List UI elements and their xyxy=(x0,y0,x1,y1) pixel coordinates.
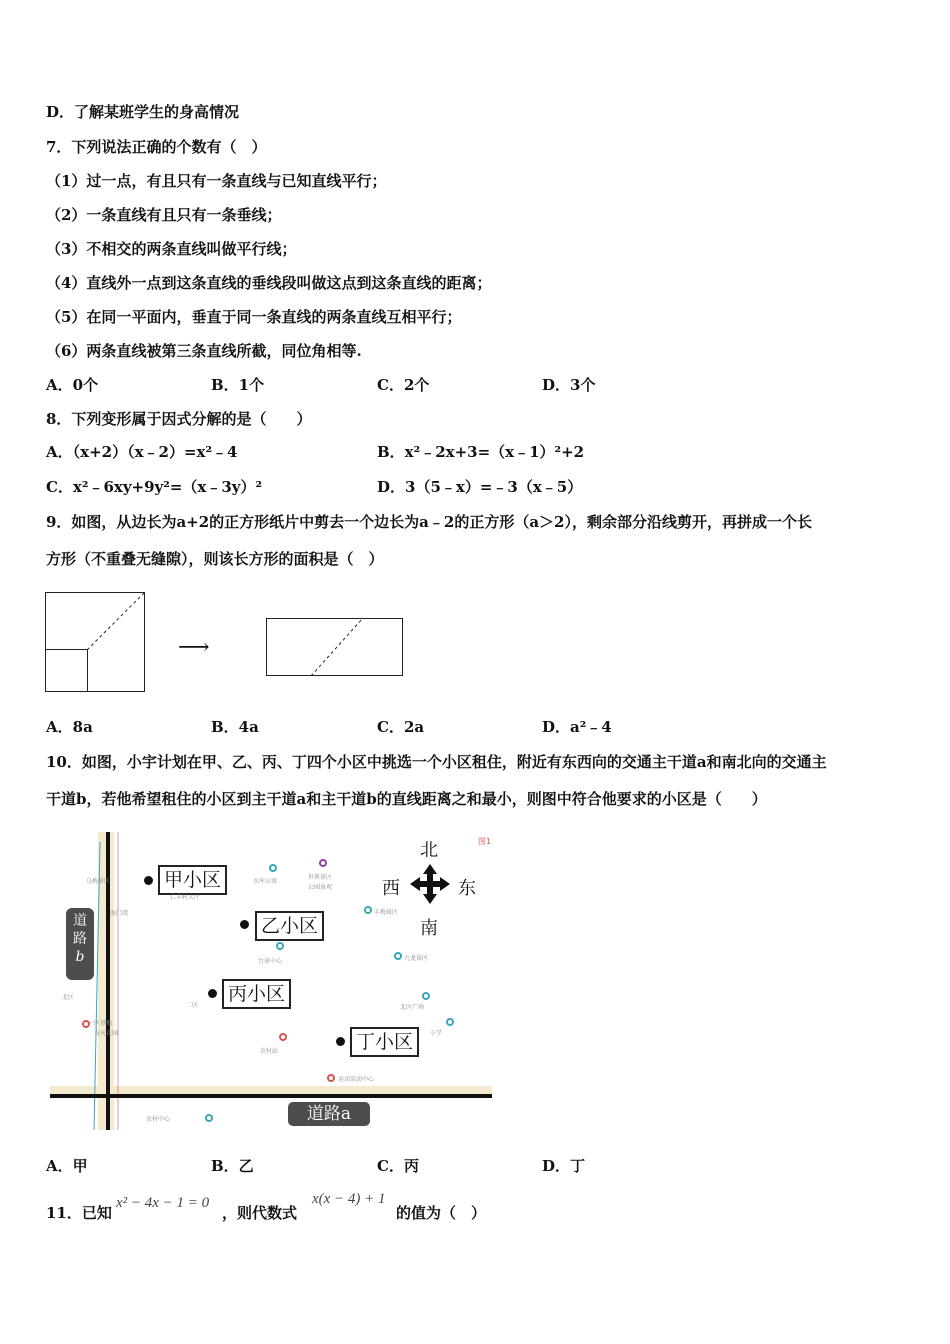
community-jia[interactable]: 甲小区 xyxy=(158,865,227,895)
poi-marker xyxy=(269,864,277,872)
compass-north: 北 xyxy=(420,840,438,861)
q8-stem: 8．下列变形属于因式分解的是（ ） xyxy=(46,410,312,428)
map-tiny-label: 世界景区 xyxy=(308,874,333,881)
q9-arrow: ⟶ xyxy=(178,635,210,660)
map-tiny-label: 小学 xyxy=(430,1030,443,1037)
poi-marker xyxy=(446,1018,454,1026)
map-figure-marker: 图1 xyxy=(478,837,492,846)
community-yi[interactable]: 乙小区 xyxy=(255,911,324,941)
q11-middle: ，则代数式 xyxy=(222,1204,298,1222)
community-bing[interactable]: 丙小区 xyxy=(222,979,291,1009)
q9-stem-line2: 方形（不重叠无缝隙），则该长方形的面积是（ ） xyxy=(46,550,384,568)
poi-marker xyxy=(319,859,327,867)
q7-statement-4: （4）直线外一点到这条直线的垂线段叫做这点到这条直线的距离； xyxy=(46,274,492,292)
map-tiny-label: 公园景观 xyxy=(308,884,333,891)
q10-map xyxy=(50,832,492,1130)
q7-statement-1: （1）过一点，有且只有一条直线与已知直线平行； xyxy=(46,172,387,190)
map-tiny-label: 北区 xyxy=(62,994,75,1001)
road-b-char-1: 道 xyxy=(73,913,87,929)
q7-statement-2: （2）一条直线有且只有一条垂线； xyxy=(46,206,282,224)
q7-stem: 7．下列说法正确的个数有（ ） xyxy=(46,138,267,156)
q11-suffix: 的值为（ ） xyxy=(396,1204,487,1222)
map-tiny-label: 丰梅景区 xyxy=(374,909,399,916)
ding-dot xyxy=(336,1037,345,1046)
map-tiny-label: 乌梅景区 xyxy=(86,878,111,885)
map-tiny-label: 九龙景区 xyxy=(404,955,429,962)
q10-option-d[interactable]: D．丁 xyxy=(542,1157,586,1175)
road-a-label: 道路a xyxy=(288,1102,370,1126)
q7-statement-3: （3）不相交的两条直线叫做平行线； xyxy=(46,240,297,258)
map-tiny-label: 农村中心 xyxy=(146,1116,171,1123)
map-tiny-label: 海门湾 xyxy=(110,910,129,917)
q7-statement-6: （6）两条直线被第三条直线所截，同位角相等. xyxy=(46,342,362,360)
compass-east: 东 xyxy=(458,878,476,899)
road-b-char-2: 路 xyxy=(73,931,87,947)
q10-option-a[interactable]: A．甲 xyxy=(46,1157,88,1175)
q11-expression: x(x − 4) + 1 xyxy=(312,1191,386,1207)
map-tiny-label: 水库公寓 xyxy=(253,878,278,885)
compass-south: 南 xyxy=(420,918,438,939)
q10-stem-line2: 干道b，若他希望租住的小区到主干道a和主干道b的直线距离之和最小，则图中符合他要求的小区是（ ） xyxy=(46,790,767,808)
q11-prefix: 11．已知 xyxy=(46,1204,112,1222)
q7-option-d[interactable]: D．3个 xyxy=(542,376,596,394)
community-ding[interactable]: 丁小区 xyxy=(350,1027,419,1057)
q8-option-a[interactable]: A．（x+2）（x﹣2）=x²﹣4 xyxy=(46,443,238,461)
q8-option-b[interactable]: B．x²﹣2x+3=（x﹣1）²+2 xyxy=(377,443,585,461)
map-tiny-label: 仁丰村大厅 xyxy=(170,894,201,901)
q9-option-c[interactable]: C．2a xyxy=(377,718,425,736)
q10-option-b[interactable]: B．乙 xyxy=(211,1157,254,1175)
map-tiny-label: 农村站 xyxy=(260,1048,279,1055)
road-b-label xyxy=(66,908,94,980)
q7-option-a[interactable]: A．0个 xyxy=(46,376,99,394)
q7-statement-5: （5）在同一平面内，垂直于同一条直线的两条直线互相平行； xyxy=(46,308,462,326)
q9-dashed-cut-2 xyxy=(266,618,403,676)
q10-stem-line1: 10．如图，小宇计划在甲、乙、丙、丁四个小区中挑选一个小区租住，附近有东西向的交通主干道a和南北向的交通主 xyxy=(46,753,827,771)
poi-marker xyxy=(394,952,402,960)
q9-rectangle xyxy=(266,618,403,676)
jia-dot xyxy=(144,876,153,885)
q8-option-c[interactable]: C．x²﹣6xy+9y²=（x﹣3y）² xyxy=(46,478,263,496)
compass-west: 西 xyxy=(382,878,400,899)
poi-marker xyxy=(279,1033,287,1041)
q7-option-c[interactable]: C．2个 xyxy=(377,376,430,394)
yi-dot xyxy=(240,920,249,929)
map-tiny-label: 台景中心 xyxy=(258,958,283,965)
map-tiny-label: 运动活动中心 xyxy=(338,1076,375,1083)
bing-dot xyxy=(208,989,217,998)
q9-dashed-cut-1 xyxy=(45,592,145,692)
poi-marker xyxy=(327,1074,335,1082)
q9-option-d[interactable]: D．a²﹣4 xyxy=(542,718,612,736)
map-tiny-label: 二区 xyxy=(186,1002,199,1009)
q9-stem-line1: 9．如图，从边长为a+2的正方形纸片中剪去一个边长为a﹣2的正方形（a＞2），剩余部分沿线剪开，再拼成一个长 xyxy=(46,513,812,531)
q9-big-square xyxy=(45,592,145,692)
q10-option-c[interactable]: C．丙 xyxy=(377,1157,419,1175)
q6-option-d: D．了解某班学生的身高情况 xyxy=(46,103,240,121)
road-b-char-3: b xyxy=(75,949,85,965)
map-tiny-label: 春天花园 xyxy=(94,1030,119,1037)
poi-marker xyxy=(422,992,430,1000)
poi-marker xyxy=(276,942,284,950)
poi-marker xyxy=(364,906,372,914)
q7-option-b[interactable]: B．1个 xyxy=(211,376,265,394)
q8-option-d[interactable]: D．3（5﹣x）=﹣3（x﹣5） xyxy=(377,478,583,496)
poi-marker xyxy=(205,1114,213,1122)
q9-option-b[interactable]: B．4a xyxy=(211,718,259,736)
compass-icon xyxy=(410,864,450,904)
q9-option-a[interactable]: A．8a xyxy=(46,718,93,736)
map-tiny-label: 北区广场 xyxy=(400,1004,425,1011)
q11-equation: x² − 4x − 1 = 0 xyxy=(116,1195,210,1211)
map-tiny-label: 一区基地 xyxy=(88,1020,113,1027)
